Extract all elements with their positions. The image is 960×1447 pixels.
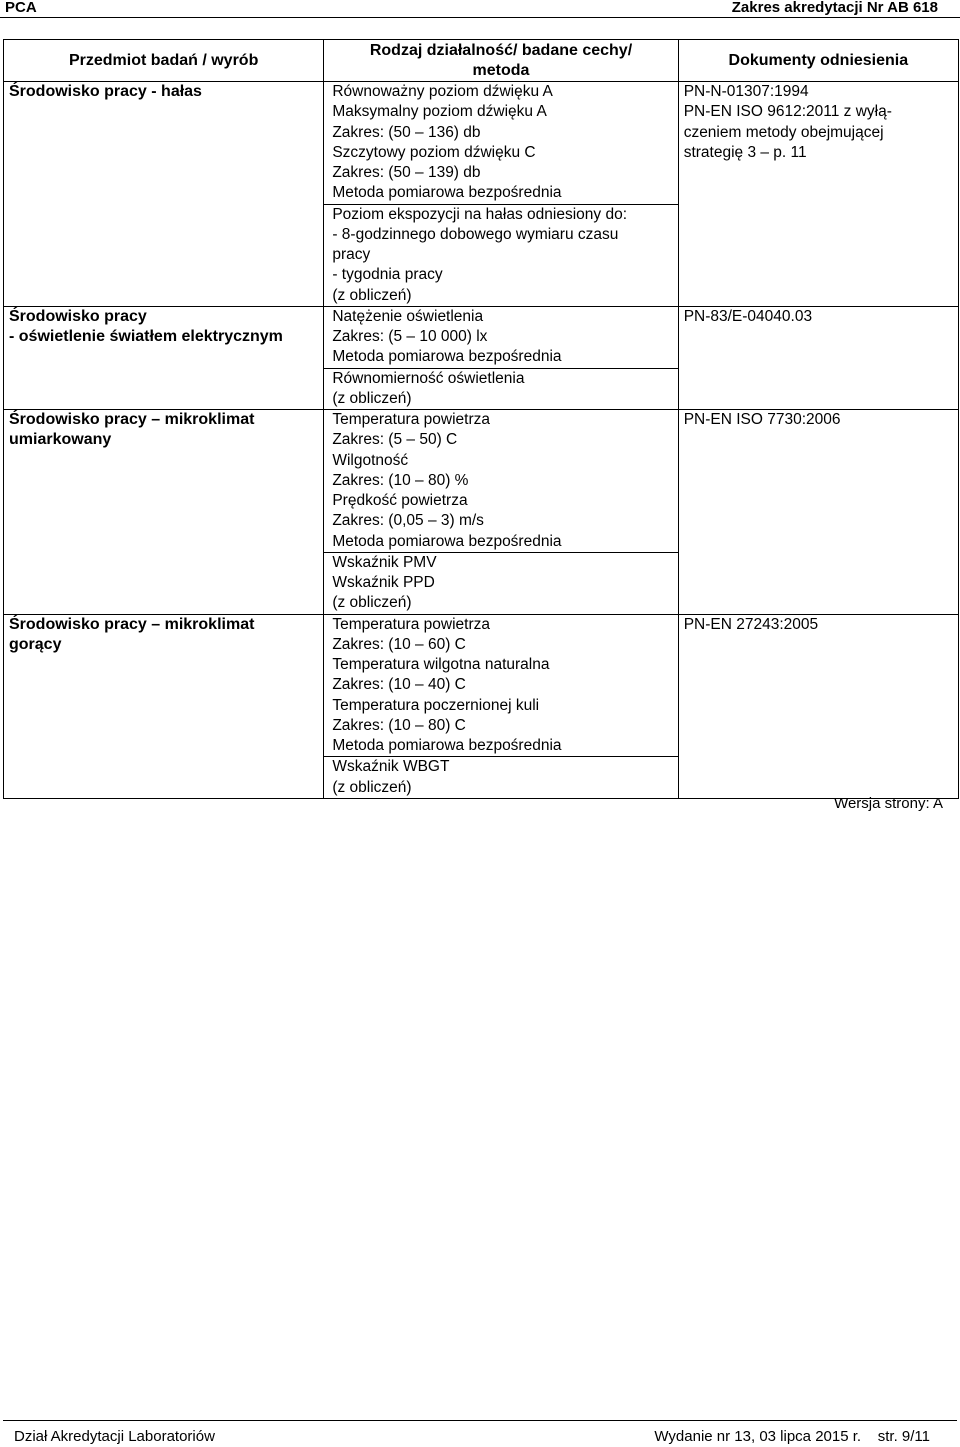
- reference-line: czeniem metody obejmującej: [683, 123, 884, 141]
- header-subject: Przedmiot badań / wyrób: [4, 40, 324, 82]
- subject-cell: [4, 410, 324, 615]
- feature-line: Metoda pomiarowa bezpośrednia: [332, 532, 562, 550]
- feature-line: Wskaźnik PMV: [332, 553, 437, 571]
- feature-line: Temperatura poczernionej kuli: [332, 696, 540, 714]
- feature-line: Poziom ekspozycji na hałas odniesiony do:: [332, 205, 627, 223]
- subject-cell: [4, 82, 324, 307]
- feature-line: (z obliczeń): [332, 286, 412, 304]
- feature-cell: [324, 757, 678, 799]
- feature-line: Szczytowy poziom dźwięku C: [332, 143, 536, 161]
- feature-cell: [324, 204, 678, 306]
- subject-line: Środowisko pracy – mikroklimat: [9, 411, 255, 428]
- feature-cell: [324, 614, 678, 757]
- feature-line: Metoda pomiarowa bezpośrednia: [332, 184, 562, 202]
- feature-line: Temperatura powietrza: [332, 615, 490, 633]
- feature-line: Zakres: (10 – 40) C: [332, 676, 466, 694]
- feature-line: Maksymalny poziom dźwięku A: [332, 103, 547, 121]
- reference-line: PN-EN 27243:2005: [683, 615, 819, 633]
- subject-line: Środowisko pracy – mikroklimat: [9, 615, 255, 633]
- table-row: [4, 82, 959, 205]
- header-references: Dokumenty odniesienia: [678, 40, 958, 82]
- page-version: Wersja strony: A: [834, 795, 943, 812]
- org-name: PCA: [5, 0, 37, 16]
- feature-line: Metoda pomiarowa bezpośrednia: [332, 737, 562, 754]
- subject-cell: [4, 306, 324, 409]
- feature-line: Równoważny poziom dźwięku A: [332, 83, 553, 100]
- accreditation-table: [3, 39, 959, 799]
- footer-department: Dział Akredytacji Laboratoriów: [14, 1428, 215, 1445]
- feature-line: Wskaźnik WBGT: [332, 758, 450, 776]
- feature-line: (z obliczeń): [332, 778, 412, 796]
- feature-line: Zakres: (50 – 136) db: [332, 123, 481, 141]
- feature-line: Zakres: (0,05 – 3) m/s: [332, 512, 484, 530]
- feature-line: Wilgotność: [332, 451, 409, 469]
- reference-line: strategię 3 – p. 11: [683, 143, 807, 161]
- feature-line: Metoda pomiarowa bezpośrednia: [332, 348, 562, 366]
- reference-cell: [678, 410, 958, 615]
- reference-line: PN-EN ISO 7730:2006: [683, 411, 841, 428]
- feature-line: (z obliczeń): [332, 594, 412, 612]
- feature-line: pracy: [332, 246, 371, 263]
- feature-cell: [324, 552, 678, 614]
- document-title: Zakres akredytacji Nr AB 618: [731, 0, 938, 16]
- reference-line: PN-N-01307:1994: [683, 83, 809, 100]
- feature-line: Wskaźnik PPD: [332, 574, 435, 591]
- subject-line: Środowisko pracy: [9, 307, 147, 325]
- feature-line: Temperatura wilgotna naturalna: [332, 656, 550, 673]
- feature-line: Zakres: (10 – 80) %: [332, 471, 469, 489]
- table-header-row: [4, 40, 959, 82]
- feature-line: - tygodnia pracy: [332, 266, 443, 284]
- feature-cell: [324, 306, 678, 368]
- page-header: [0, 0, 960, 18]
- subject-line: Środowisko pracy - hałas: [9, 83, 202, 100]
- subject-cell: [4, 614, 324, 798]
- feature-line: - 8-godzinnego dobowego wymiaru czasu: [332, 225, 619, 243]
- feature-cell: [324, 368, 678, 410]
- feature-line: Zakres: (10 – 80) C: [332, 716, 466, 734]
- header-activity: Rodzaj działalność/ badane cechy/ metoda: [324, 40, 678, 82]
- subject-line: gorący: [9, 635, 62, 653]
- footer-edition: Wydanie nr 13, 03 lipca 2015 r. str. 9/11: [654, 1428, 930, 1445]
- feature-line: Zakres: (50 – 139) db: [332, 164, 481, 181]
- reference-cell: [678, 82, 958, 307]
- table-row: [4, 410, 959, 553]
- feature-line: Temperatura powietrza: [332, 411, 490, 428]
- feature-line: Prędkość powietrza: [332, 492, 468, 509]
- reference-cell: [678, 614, 958, 798]
- feature-line: (z obliczeń): [332, 389, 412, 407]
- feature-cell: [324, 82, 678, 205]
- table-row: [4, 306, 959, 368]
- feature-line: Zakres: (5 – 50) C: [332, 431, 458, 449]
- feature-line: Równomierność oświetlenia: [332, 369, 525, 387]
- reference-cell: [678, 306, 958, 409]
- feature-line: Natężenie oświetlenia: [332, 307, 484, 325]
- table-row: [4, 614, 959, 757]
- reference-line: PN-EN ISO 9612:2011 z wyłą-: [683, 103, 892, 121]
- feature-cell: [324, 410, 678, 553]
- subject-line: umiarkowany: [9, 431, 112, 448]
- footer-divider: [3, 1420, 957, 1421]
- feature-line: Zakres: (10 – 60) C: [332, 635, 466, 653]
- subject-line: - oświetlenie światłem elektrycznym: [9, 327, 283, 345]
- feature-line: Zakres: (5 – 10 000) lx: [332, 328, 488, 345]
- reference-line: PN-83/E-04040.03: [683, 307, 813, 325]
